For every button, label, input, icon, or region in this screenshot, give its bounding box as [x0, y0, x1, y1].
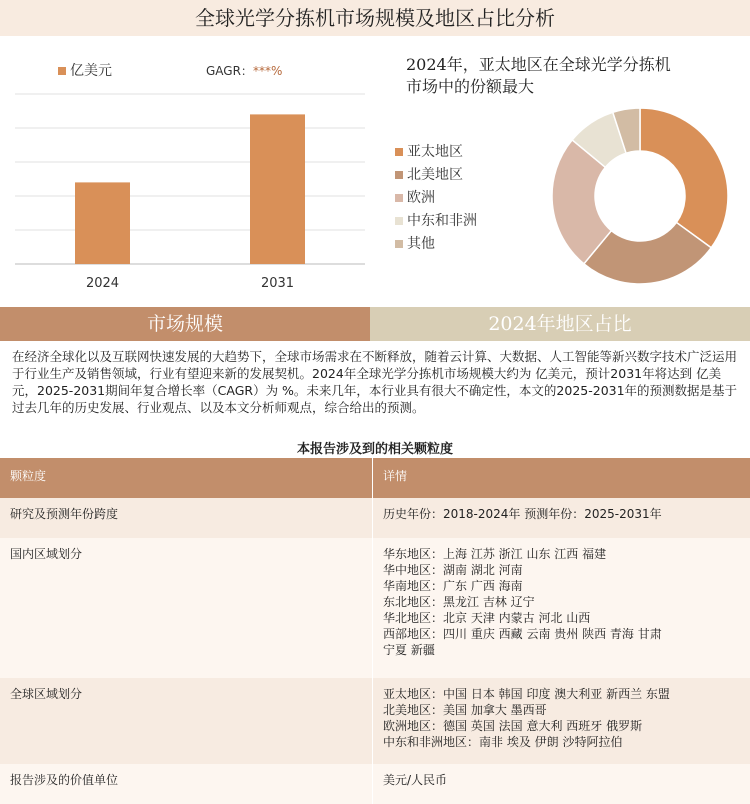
- table-cell-detail: [373, 764, 750, 804]
- table-cell-detail: [373, 498, 750, 538]
- table-title: 本报告涉及到的相关颗粒度: [296, 442, 453, 457]
- detail-line: 西部地区：四川 重庆 西藏 云南 贵州 陕西 青海 甘肃: [383, 627, 662, 641]
- table-cell-label: 报告涉及的价值单位: [0, 764, 373, 804]
- detail-line: 美元/人民币: [383, 773, 448, 787]
- detail-line: 东北地区：黑龙江 吉林 辽宁: [383, 595, 535, 609]
- table-header-row: [0, 458, 750, 498]
- intro-paragraph: 在经济全球化以及互联网快速发展的大趋势下，全球市场需求在不断释放，随着云计算、大数据、人工智能等新兴数字技术广泛运用于行业生产及销售领域，行业有望迎来新的发展契机。2024年全球光学分拣机市场规模大约为 亿美元，预计2031年将达到 亿美元，2025-2031期间年复合增长率（CAGR）为 %。未来几年，本行业具有很大不确定性，本文的2025-2031年的预测数据是基于过去几年的历史发展、行业观点、以及本文分析师观点，综合给出的预测。: [12, 349, 738, 415]
- bar: [75, 182, 130, 264]
- bar-chart-panel: [0, 36, 370, 306]
- table-header-details: 详情: [373, 458, 750, 498]
- pie-chart-panel: [370, 36, 750, 306]
- table-cell-detail: [373, 538, 750, 678]
- granularity-table: [0, 458, 750, 804]
- detail-line: 华北地区：北京 天津 内蒙古 河北 山西: [383, 611, 591, 625]
- bar-legend-label: 亿美元: [70, 63, 112, 79]
- donut-slice: [640, 108, 728, 248]
- detail-line: 亚太地区：中国 日本 韩国 印度 澳大利亚 新西兰 东盟: [383, 687, 670, 701]
- table-row: [0, 538, 750, 678]
- detail-line: 中东和非洲地区：南非 埃及 伊朗 沙特阿拉伯: [383, 735, 623, 749]
- detail-line: 北美地区：美国 加拿大 墨西哥: [383, 703, 547, 717]
- section-header-region-share: 2024年地区占比: [370, 307, 750, 341]
- pie-legend-label: 亚太地区: [407, 144, 463, 160]
- table-row: [0, 764, 750, 804]
- table-cell-label: 研究及预测年份跨度: [0, 498, 373, 538]
- donut-chart-svg: [370, 36, 750, 306]
- pie-title-line1: 2024年，亚太地区在全球光学分拣机: [406, 55, 671, 74]
- detail-line: 华东地区：上海 江苏 浙江 山东 江西 福建: [383, 547, 607, 561]
- pie-title-line2: 市场中的份额最大: [406, 77, 535, 96]
- detail-line: 历史年份：2018-2024年 预测年份：2025-2031年: [383, 507, 662, 521]
- detail-line: 宁夏 新疆: [383, 643, 435, 657]
- detail-line: 欧洲地区：德国 英国 法国 意大利 西班牙 俄罗斯: [383, 719, 643, 733]
- cagr-value: ***%: [252, 64, 283, 78]
- table-cell-label: 全球区域划分: [0, 678, 373, 764]
- pie-legend-label: 北美地区: [407, 167, 463, 183]
- bar-x-tick-label: 2024: [85, 276, 120, 291]
- bar-x-tick-label: 2031: [260, 276, 295, 291]
- bar-chart-svg: [0, 36, 370, 306]
- page-title: 全球光学分拣机市场规模及地区占比分析: [0, 0, 750, 36]
- pie-legend-label: 其他: [407, 236, 435, 252]
- table-row: [0, 678, 750, 764]
- bar: [250, 114, 305, 264]
- detail-line: 华中地区：湖南 湖北 河南: [383, 563, 523, 577]
- pie-legend-label: 中东和非洲: [407, 213, 477, 229]
- cagr-label-text: GAGR：: [206, 64, 253, 78]
- detail-line: 华南地区：广东 广西 海南: [383, 579, 523, 593]
- pie-legend-label: 欧洲: [407, 190, 435, 206]
- table-cell-label: 国内区域划分: [0, 538, 373, 678]
- table-cell-detail: [373, 678, 750, 764]
- table-row: [0, 498, 750, 538]
- table-header-granularity: 颗粒度: [0, 458, 373, 498]
- section-header-market-size: 市场规模: [0, 307, 370, 341]
